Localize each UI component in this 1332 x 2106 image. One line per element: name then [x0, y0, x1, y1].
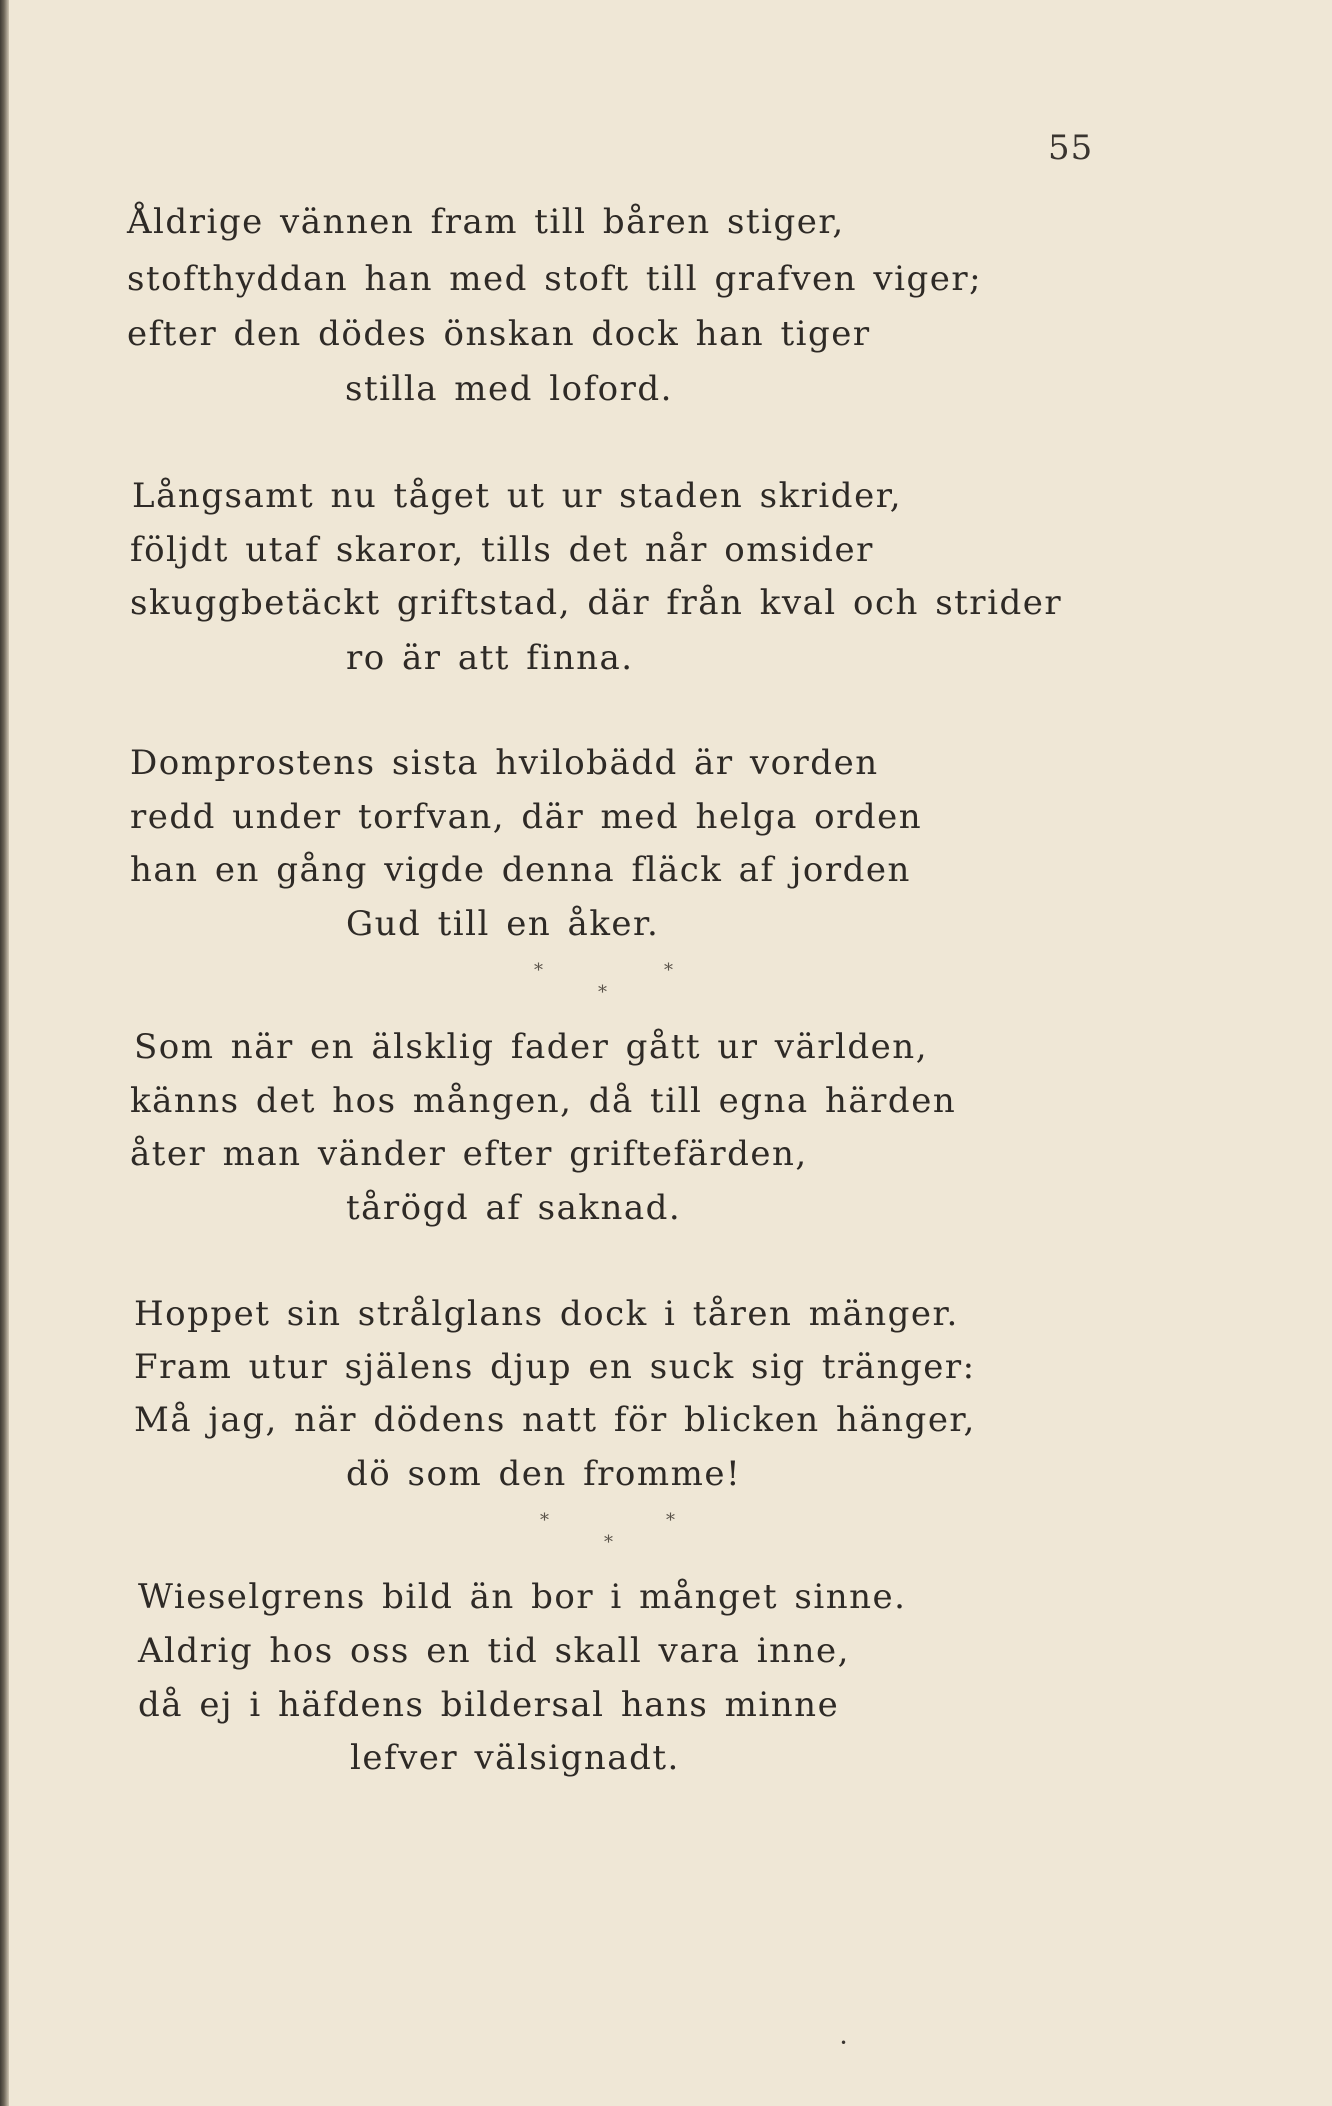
verse-line: stofthyddan han med stoft till grafven viger; [127, 259, 983, 299]
separator-star: * [540, 1510, 549, 1531]
page-speck: • [840, 2036, 848, 2050]
verse-line: Fram utur själens djup en suck sig tränger: [134, 1347, 976, 1387]
verse-line-short: Gud till en åker. [346, 904, 660, 944]
verse-line: Aldrig hos oss en tid skall vara inne, [138, 1631, 850, 1671]
separator-star: * [664, 960, 673, 981]
verse-line: Åldrige vännen fram till båren stiger, [127, 202, 845, 242]
verse-line-short: tårögd af saknad. [346, 1188, 682, 1228]
verse-line: Som när en älsklig fader gått ur världen, [134, 1027, 929, 1067]
page-binding-edge [0, 0, 9, 2106]
verse-line: Må jag, när dödens natt för blicken hänger, [134, 1400, 976, 1440]
section-separator [536, 1510, 736, 1570]
verse-line: Hoppet sin strålglans dock i tåren mänger. [134, 1294, 959, 1334]
page-number: 55 [1048, 128, 1094, 168]
verse-line: Wieselgrens bild än bor i månget sinne. [138, 1577, 907, 1617]
verse-line-short: ro är att finna. [346, 638, 634, 678]
separator-star: * [534, 960, 543, 981]
separator-star: * [604, 1532, 613, 1553]
verse-line: åter man vänder efter griftefärden, [130, 1134, 808, 1174]
section-separator [530, 960, 730, 1020]
verse-line-short: dö som den fromme! [346, 1454, 742, 1494]
verse-line: redd under torfvan, där med helga orden [130, 797, 923, 837]
verse-line-short: stilla med loford. [345, 369, 673, 409]
verse-line: följdt utaf skaror, tills det når omsider [130, 530, 874, 570]
verse-line: då ej i häfdens bildersal hans minne [138, 1685, 840, 1725]
separator-star: * [598, 982, 607, 1003]
verse-line-short: lefver välsignadt. [350, 1738, 680, 1778]
verse-line: Långsamt nu tåget ut ur staden skrider, [132, 476, 903, 516]
verse-line: han en gång vigde denna fläck af jorden [130, 850, 911, 890]
separator-star: * [666, 1510, 675, 1531]
verse-line: känns det hos mången, då till egna härden [130, 1081, 957, 1121]
verse-line: skuggbetäckt griftstad, där från kval och strider [130, 583, 1063, 623]
verse-line: efter den dödes önskan dock han tiger [127, 314, 871, 354]
verse-line: Domprostens sista hvilobädd är vorden [130, 743, 879, 783]
